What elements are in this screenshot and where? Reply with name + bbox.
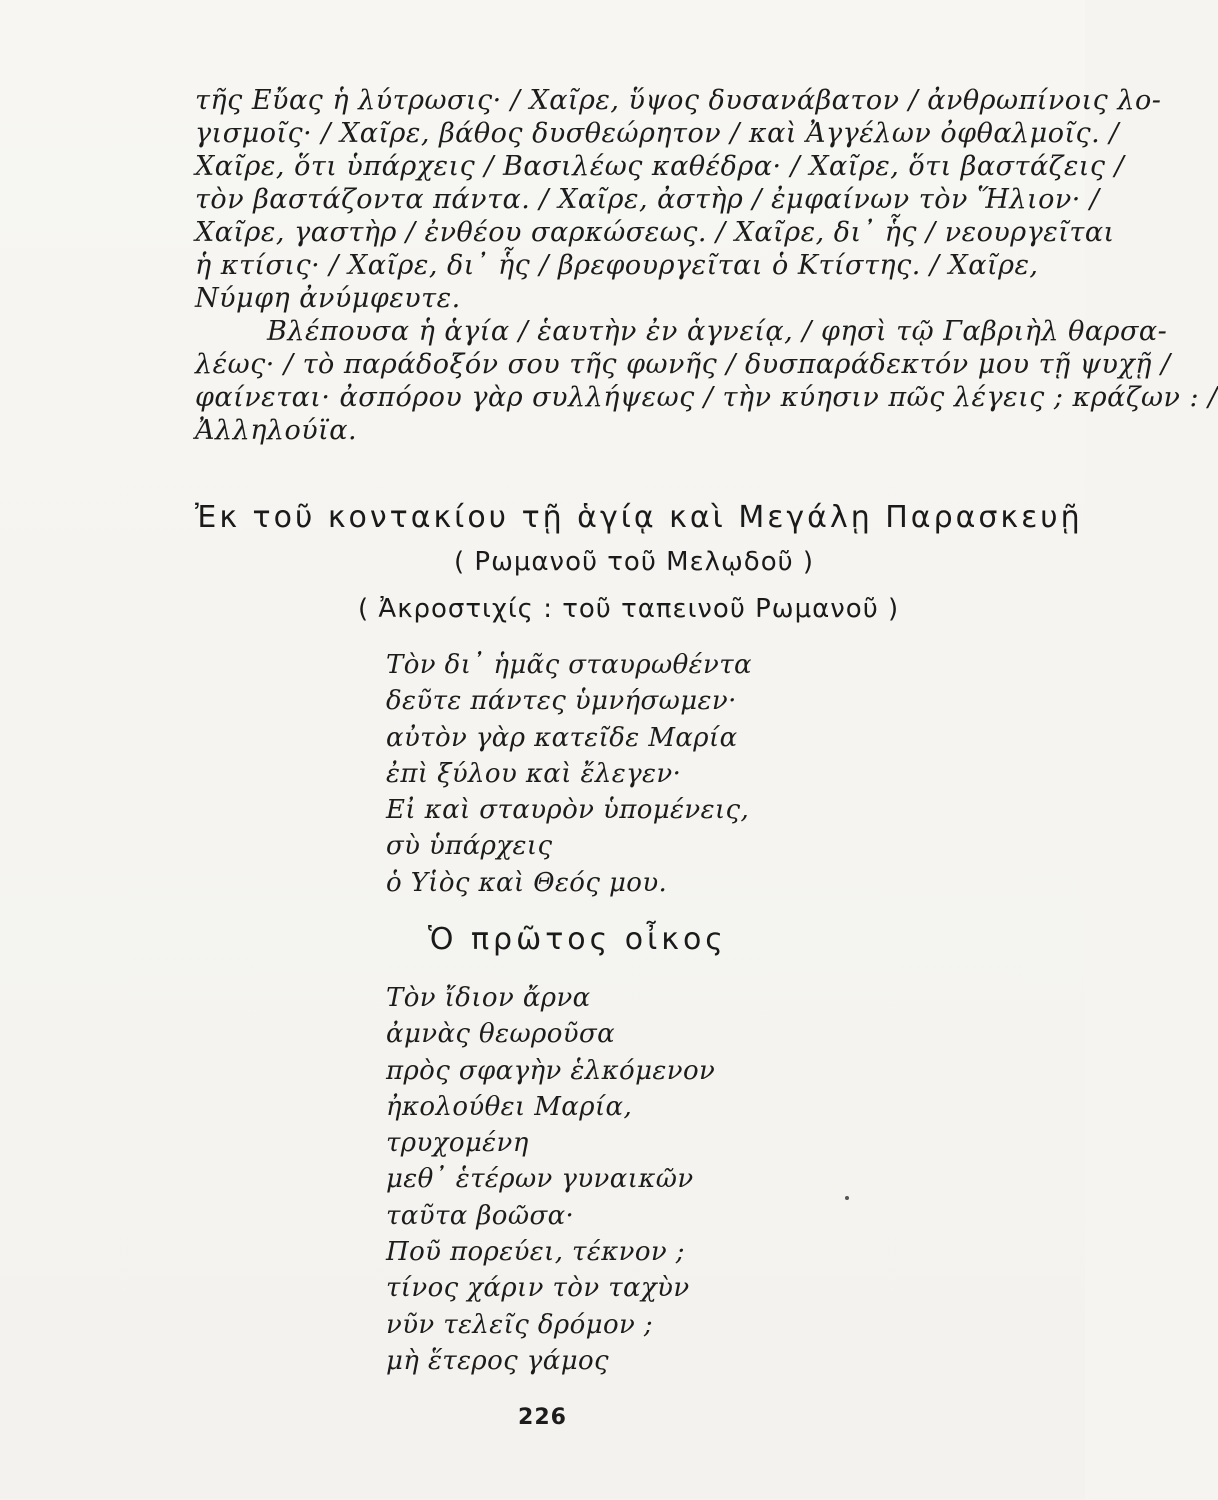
verse-line: νῦν τελεῖς δρόμον ; — [386, 1309, 654, 1340]
verse-line: τρυχομένη — [386, 1128, 529, 1159]
prose-line: τῆς Εὔας ἡ λύτρωσις· / Χαῖρε, ὕψος δυσανάβατον / ἀνθρωπίνοις λο- — [195, 85, 1162, 116]
author-subheading: ( Ρωμανοῦ τοῦ Μελῳδοῦ ) — [454, 547, 815, 577]
kontakion-verse — [386, 647, 752, 901]
oikos-verse — [386, 980, 715, 1379]
prose-line: γισμοῖς· / Χαῖρε, βάθος δυσθεώρητον / καὶ Ἀγγέλων ὀφθαλμοῖς. / — [195, 118, 1119, 149]
verse-line: ἀμνὰς θεωροῦσα — [386, 1019, 616, 1050]
verse-line: Τὸν ἴδιον ἄρνα — [386, 983, 591, 1013]
verse-line: σὺ ὑπάρχεις — [386, 831, 553, 862]
verse-line: μὴ ἕτερος γάμος — [386, 1345, 610, 1376]
verse-line: μεθ᾽ ἑτέρων γυναικῶν — [386, 1164, 694, 1195]
verse-line: ταῦτα βοῶσα· — [386, 1200, 575, 1231]
verse-line: ὁ Υἱὸς καὶ Θεός μου. — [386, 867, 668, 898]
prose-line: λέως· / τὸ παράδοξόν σου τῆς φωνῆς / δυσπαράδεκτόν μου τῇ ψυχῇ / — [195, 349, 1171, 380]
verse-line: Τὸν δι᾽ ἡμᾶς σταυρωθέντα — [386, 650, 752, 680]
section-heading: Ἐκ τοῦ κοντακίου τῇ ἁγίᾳ καὶ Μεγάλῃ Παρασκευῇ — [195, 500, 1083, 535]
page-number: 226 — [518, 1405, 567, 1430]
prose-line: φαίνεται· ἀσπόρου γὰρ συλλήψεως / τὴν κύησιν πῶς λέγεις ; κράζων : / — [195, 382, 1218, 413]
prose-line: Βλέπουσα ἡ ἁγία / ἑαυτὴν ἐν ἁγνείᾳ, / φησὶ τῷ Γαβριὴλ θαρσα- — [267, 316, 1168, 347]
verse-line: Εἰ καὶ σταυρὸν ὑπομένεις, — [386, 795, 750, 826]
akathist-prose-block — [195, 84, 1218, 447]
verse-line: τίνος χάριν τὸν ταχὺν — [386, 1273, 690, 1304]
acrostic-subheading: ( Ἀκροστιχίς : τοῦ ταπεινοῦ Ρωμανοῦ ) — [358, 594, 900, 624]
prose-line: Χαῖρε, ὅτι ὑπάρχεις / Βασιλέως καθέδρα· / Χαῖρε, ὅτι βαστάζεις / — [195, 151, 1125, 182]
prose-line: τὸν βαστάζοντα πάντα. / Χαῖρε, ἀστὴρ / ἐμφαίνων τὸν Ἥλιον· / — [195, 184, 1100, 215]
verse-line: Ποῦ πορεύει, τέκνον ; — [386, 1237, 685, 1268]
verse-line: ἠκολούθει Μαρία, — [386, 1091, 633, 1122]
verse-line: πρὸς σφαγὴν ἑλκόμενον — [386, 1055, 716, 1086]
verse-line: δεῦτε πάντες ὑμνήσωμεν· — [386, 686, 737, 717]
oikos-heading: Ὁ πρῶτος οἶκος — [428, 922, 727, 957]
prose-line: Ἀλληλούϊα. — [195, 415, 358, 446]
prose-line: Νύμφη ἀνύμφευτε. — [195, 283, 461, 314]
prose-line: ἡ κτίσις· / Χαῖρε, δι᾽ ἧς / βρεφουργεῖται ὁ Κτίστης. / Χαῖρε, — [195, 250, 1039, 281]
verse-line: αὐτὸν γὰρ κατεῖδε Μαρία — [386, 722, 738, 753]
prose-line: Χαῖρε, γαστὴρ / ἐνθέου σαρκώσεως. / Χαῖρε, δι᾽ ἧς / νεουργεῖται — [195, 217, 1115, 248]
print-speck — [845, 1196, 849, 1200]
verse-line: ἐπὶ ξύλου καὶ ἔλεγεν· — [386, 758, 682, 789]
